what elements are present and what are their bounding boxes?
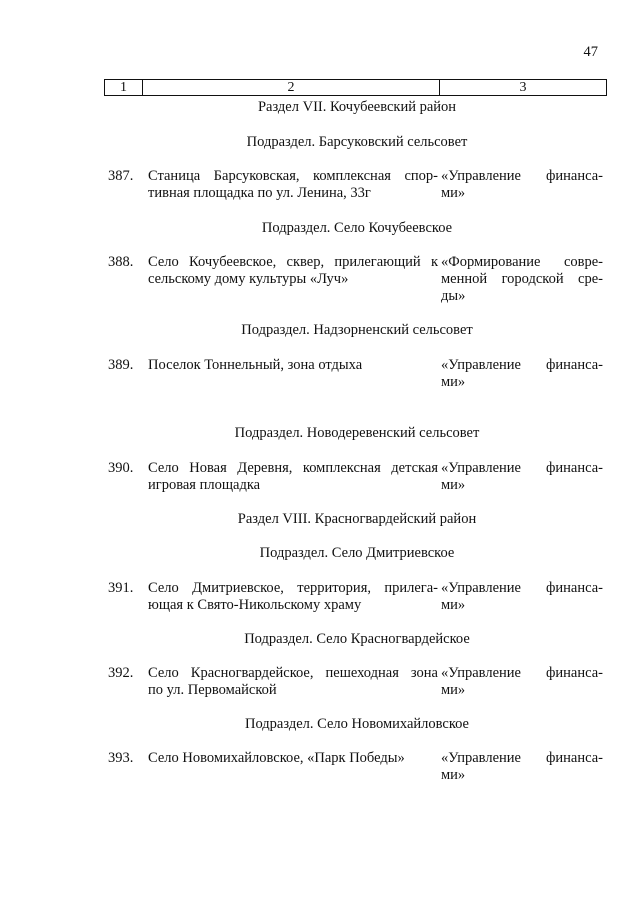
item-number: 387. bbox=[108, 168, 134, 184]
item-description: Село Дмитриевское, территория, прилега- ющая к Свято-Никольскому храму bbox=[148, 580, 438, 613]
item-description: Село Новомихайловское, «Парк Победы» bbox=[148, 750, 405, 766]
subsection-heading: Подраздел. Село Новомихайловское bbox=[244, 716, 469, 732]
page-number: 47 bbox=[583, 44, 598, 60]
item-number: 393. bbox=[108, 750, 134, 766]
item-number: 389. bbox=[108, 357, 134, 373]
column-header-1: 1 bbox=[105, 80, 143, 96]
column-header-table bbox=[104, 79, 607, 96]
item-description: Село Красногвардейское, пешеходная зона по ул. Первомайской bbox=[148, 665, 438, 698]
item-description: Поселок Тоннельный, зона отдыха bbox=[148, 357, 363, 373]
item-program: «Управление финанса- ми» bbox=[441, 357, 603, 390]
item-program: «Управление финанса- ми» bbox=[441, 750, 603, 783]
subsection-heading: Подраздел. Барсуковский сельсовет bbox=[246, 134, 468, 150]
subsection-heading: Подраздел. Село Красногвардейское bbox=[244, 631, 470, 647]
section-heading: Раздел VIII. Красногвардейский район bbox=[237, 511, 477, 527]
item-program: «Управление финанса- ми» bbox=[441, 460, 603, 493]
item-number: 392. bbox=[108, 665, 134, 681]
item-description: Село Кочубеевское, сквер, прилегающий к сельскому дому культуры «Луч» bbox=[148, 254, 438, 287]
subsection-heading: Подраздел. Село Кочубеевское bbox=[261, 220, 453, 236]
subsection-heading: Подраздел. Новодеревенский сельсовет bbox=[234, 425, 480, 441]
item-description: Село Новая Деревня, комплексная детская игровая площадка bbox=[148, 460, 438, 493]
subsection-heading: Подраздел. Надзорненский сельсовет bbox=[241, 322, 473, 338]
column-header-3: 3 bbox=[440, 80, 607, 96]
item-number: 391. bbox=[108, 580, 134, 596]
subsection-heading: Подраздел. Село Дмитриевское bbox=[259, 545, 455, 561]
item-number: 388. bbox=[108, 254, 134, 270]
section-heading: Раздел VII. Кочубеевский район bbox=[257, 99, 457, 115]
item-program: «Формирование совре- менной городской сре- ды» bbox=[441, 254, 603, 304]
item-number: 390. bbox=[108, 460, 134, 476]
column-header-2: 2 bbox=[143, 80, 440, 96]
item-program: «Управление финанса- ми» bbox=[441, 665, 603, 698]
item-description: Станица Барсуковская, комплексная спор- тивная площадка по ул. Ленина, 33г bbox=[148, 168, 438, 201]
column-header-row bbox=[105, 80, 607, 96]
item-program: «Управление финанса- ми» bbox=[441, 580, 603, 613]
item-program: «Управление финанса- ми» bbox=[441, 168, 603, 201]
